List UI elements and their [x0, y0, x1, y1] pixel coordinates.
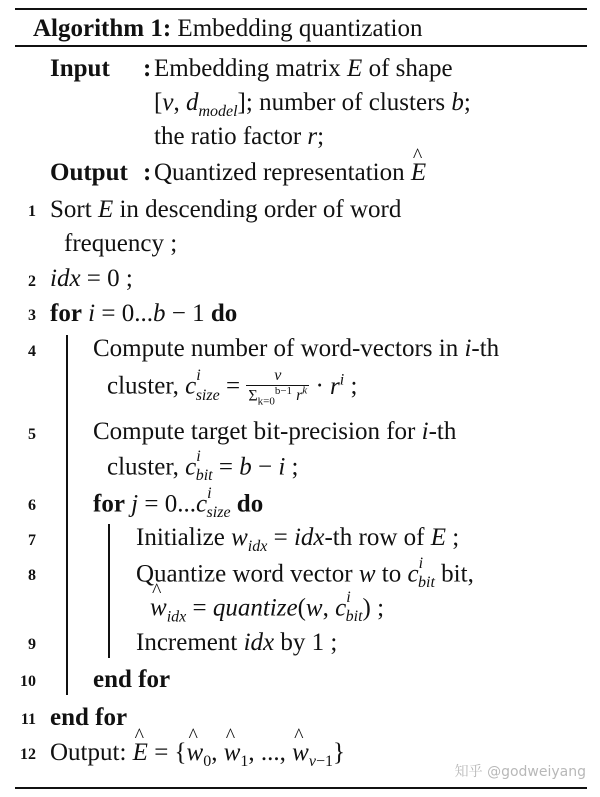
input-line-2: [v, $d_{model}$]; number of clusters b;: [154, 89, 471, 120]
output-label: Output: [50, 159, 128, 186]
watermark: 知乎 @godweiyang: [454, 764, 586, 780]
line-number-11: 11: [20, 711, 36, 728]
line-number-10: 10: [20, 673, 36, 690]
step-3: for i = 0...b − 1 do: [50, 300, 238, 327]
line-number-2: 2: [28, 273, 36, 290]
top-rule: [15, 8, 587, 10]
step-8-line-b: ^ $w_{idx}$ = quantize(w, $c^i_{bit}$) ;: [150, 594, 384, 625]
step-1-line-b: frequency ;: [64, 230, 178, 257]
algorithm-title: Embedding quantization: [177, 15, 423, 42]
algorithm-caption: [33, 16, 423, 41]
step-1-line-a: Sort E in descending order of word: [50, 196, 402, 223]
header-rule: [15, 45, 587, 47]
line-number-6: 6: [28, 497, 36, 514]
bottom-rule: [15, 787, 587, 789]
output-text: Quantized representation ^ E: [154, 160, 426, 185]
line-number-8: 8: [28, 567, 36, 584]
step-4-line-b: cluster, $c^i_{size}$ = $\frac{v}{\Sigma_{k=0}^{b-1} r^k}$ · $r^i$ ;: [107, 367, 358, 408]
step-4-line-a: Compute number of word-vectors in i-th: [93, 335, 500, 362]
step-9: Increment idx by 1 ;: [136, 629, 338, 656]
input-line-1: Embedding matrix E of shape: [154, 55, 453, 82]
inner-loop-bar: [108, 524, 110, 658]
line-number-4: 4: [28, 343, 36, 360]
input-line-3: the ratio factor r;: [154, 123, 325, 150]
line-number-9: 9: [28, 636, 36, 653]
step-10: end for: [93, 666, 171, 693]
algorithm-label: Algorithm 1:: [33, 15, 172, 42]
outer-loop-bar: [66, 335, 68, 695]
step-11: end for: [50, 704, 128, 731]
step-5-line-a: Compute target bit-precision for i-th: [93, 418, 457, 445]
output-colon: :: [143, 159, 152, 186]
line-number-3: 3: [28, 307, 36, 324]
step-7: Initialize $w_{idx} = idx-th$ row of E ;: [136, 524, 460, 555]
step-12: Output: ^ E = {^ $w_0$, ^ $w_1$, ..., ^ $w_{v-1}$}: [50, 740, 345, 770]
input-colon: :: [143, 55, 152, 82]
line-number-12: 12: [20, 746, 36, 763]
step-6: for $j = 0...c^i_{size}$ do: [93, 485, 264, 522]
line-number-5: 5: [28, 426, 36, 443]
line-number-7: 7: [28, 532, 36, 549]
input-label: Input: [50, 55, 110, 82]
step-8-line-a: Quantize word vector w to $c^i_{bit}$ bit,: [136, 555, 474, 592]
cluster-size-fraction: $\frac{v}{\Sigma_{k=0}^{b-1} r^k}$: [248, 367, 308, 408]
line-number-1: 1: [28, 203, 36, 220]
step-5-line-b: cluster, $c^i_{bit} = b - i$ ;: [107, 448, 299, 485]
step-2: idx = 0 ;: [50, 265, 133, 292]
